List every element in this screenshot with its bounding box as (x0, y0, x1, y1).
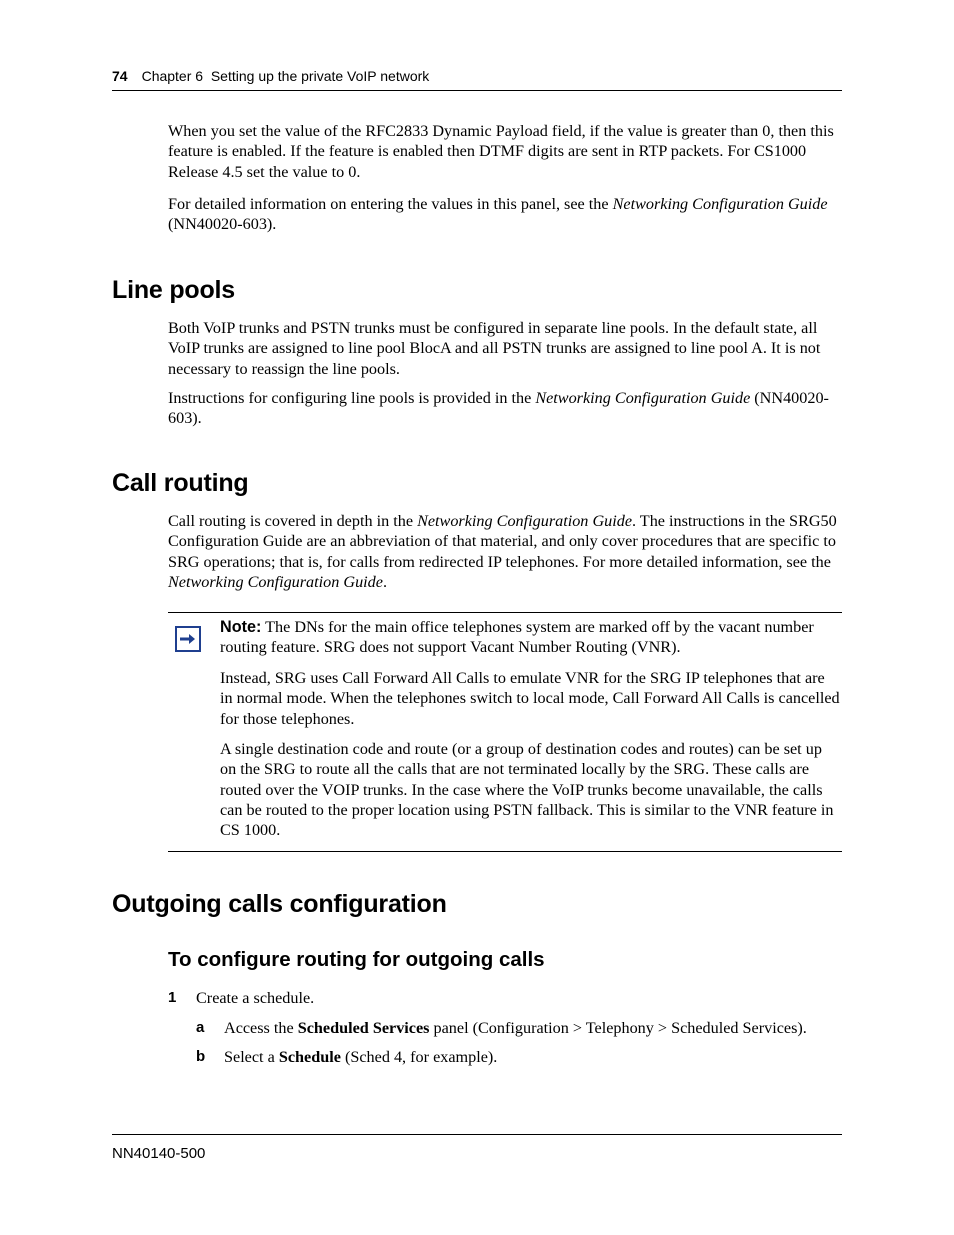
guide-reference: Networking Configuration Guide (417, 512, 632, 530)
schedule-label: Schedule (278, 1048, 341, 1066)
note-paragraph-2: Instead, SRG uses Call Forward All Calls to emulate VNR for the SRG IP telephones that are in normal mode. When the telephones switch to local mode, Call Forward All Calls is cancelled for those telephones. (220, 669, 840, 728)
step-a-post: panel (Configuration > Telephony > Scheduled Services). (429, 1019, 807, 1037)
guide-reference: Networking Configuration Guide (535, 389, 751, 407)
intro-paragraph-1: When you set the value of the RFC2833 Dynamic Payload field, if the value is greater than 0, then this feature is enabled. If the feature is enabled then DTMF digits are sent in RTP packets. For CS1000 Release 4.5 set the value to 0. (168, 122, 834, 181)
intro-paragraph-2 (168, 194, 842, 235)
note-paragraph-1 (220, 617, 840, 658)
page-header (112, 68, 842, 91)
step-b-text (224, 1047, 497, 1067)
document-number: NN40140-500 (112, 1145, 206, 1162)
subheading-configure-routing: To configure routing for outgoing calls (168, 948, 545, 971)
call-routing-paragraph (168, 511, 842, 592)
note-paragraph-3: A single destination code and route (or a group of destination codes and routes) can be set up on the SRG to route all the calls that are not terminated locally by the SRG. These calls are routed over the VOIP trunks. In the case where the VoIP trunks become unavailable, the calls can be routed to the proper location using PSTN fallback. This is similar to the VNR feature in CS 1000. (220, 740, 834, 840)
line-pools-text-end: (NN40020-603). (168, 389, 829, 428)
page-number: 74 (112, 68, 128, 84)
note-label: Note: (220, 618, 262, 636)
heading-outgoing-calls: Outgoing calls configuration (112, 890, 447, 918)
guide-reference: Networking Configuration Guide (168, 572, 383, 591)
call-routing-text-a: Call routing is covered in depth in the (168, 512, 418, 530)
intro-text-end: (NN40020-603). (168, 215, 277, 234)
step-a-pre: Access the (224, 1019, 298, 1037)
call-routing-text-c: . The instructions in the SRG50 Configuration Guide are an abbreviation of that material, and only cover procedures that are specific to SRG operations; that is, for calls from redirected IP telephones. For more detailed information, see the (168, 512, 837, 571)
scheduled-services-label: Scheduled Services (297, 1019, 430, 1037)
guide-reference: Networking Configuration Guide (612, 195, 828, 213)
step-1-text: Create a schedule. (196, 989, 315, 1007)
step-a-text (224, 1018, 807, 1038)
heading-call-routing: Call routing (112, 469, 249, 497)
arrow-right-icon (175, 626, 201, 652)
step-b-pre: Select a (224, 1048, 279, 1066)
note-text-1: The DNs for the main office telephones system are marked off by the vacant number routing feature. SRG does not support Vacant Number Routing (VNR). (220, 618, 814, 657)
note-box (168, 612, 842, 852)
step-b-post: (Sched 4, for example). (340, 1048, 498, 1066)
line-pools-paragraph-1: Both VoIP trunks and PSTN trunks must be configured in separate line pools. In the default state, all VoIP trunks are assigned to line pool BlocA and all PSTN trunks are assigned to line pool A. It is not necessary to reassign the line pools. (168, 319, 821, 378)
line-pools-text: Instructions for configuring line pools is provided in the (168, 389, 536, 407)
call-routing-text-e: . (382, 572, 387, 591)
step-letter-b: b (196, 1048, 206, 1065)
footer-rule (112, 1134, 842, 1135)
step-letter-a: a (196, 1019, 205, 1036)
line-pools-paragraph-2 (168, 388, 842, 429)
heading-line-pools: Line pools (112, 276, 236, 304)
intro-text: For detailed information on entering the values in this panel, see the (168, 195, 613, 213)
step-number-1: 1 (168, 989, 177, 1006)
chapter-title: Chapter 6 Setting up the private VoIP network (141, 68, 430, 84)
